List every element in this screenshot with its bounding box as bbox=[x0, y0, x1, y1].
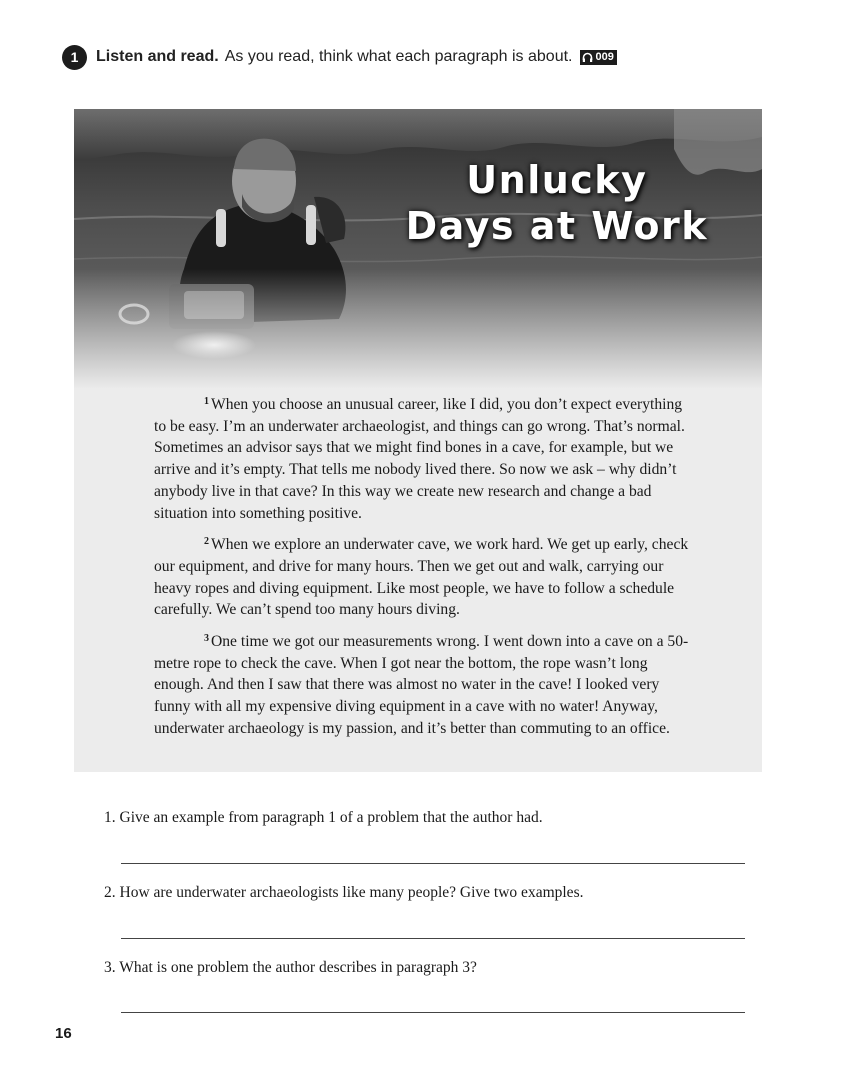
paragraph-number: 1 bbox=[204, 396, 209, 407]
question-2: 2. How are underwater archaeologists like many people? Give two examples. bbox=[104, 884, 584, 901]
audio-track-number: 009 bbox=[595, 50, 614, 63]
answer-line-1[interactable] bbox=[121, 863, 745, 864]
question-1: 1. Give an example from paragraph 1 of a problem that the author had. bbox=[104, 809, 543, 826]
page-number: 16 bbox=[55, 1025, 72, 1042]
reading-panel bbox=[74, 109, 762, 772]
article-title-line1: Unlucky bbox=[466, 158, 648, 202]
instruction-text: As you read, think what each paragraph is about. bbox=[224, 48, 573, 65]
article-paragraph bbox=[154, 628, 694, 740]
headphones-icon bbox=[582, 52, 593, 63]
exercise-instruction bbox=[62, 44, 617, 70]
paragraph-text: When we explore an underwater cave, we work hard. We get up early, check our equipment, and drive for many hours. Then we get out and walk, carrying our heavy ropes and diving equipment. Like most people, we have to follow a schedule carefully. We can’t spend too many hours diving. bbox=[154, 536, 689, 619]
article-title bbox=[406, 157, 708, 249]
paragraph-number: 3 bbox=[204, 633, 209, 645]
article-body bbox=[154, 391, 694, 747]
answer-line-2[interactable] bbox=[121, 938, 745, 939]
answer-line-3[interactable] bbox=[121, 1012, 745, 1013]
diver-photo bbox=[74, 109, 762, 389]
exercise-number-badge: 1 bbox=[62, 45, 87, 70]
instruction-bold-text: Listen and read. bbox=[96, 48, 219, 65]
audio-track-tag[interactable] bbox=[580, 50, 616, 65]
paragraph-number: 2 bbox=[204, 536, 209, 548]
article-title-line2: Days at Work bbox=[405, 204, 708, 248]
paragraph-text: One time we got our measurements wrong. I went down into a cave on a 50-metre rope to check the cave. When I got near the bottom, the rope wasn’t long enough. And then I saw that there was almost no water in the cave! I looked very funny with all my expensive diving equipment in a cave with no water! Anyway, underwater archaeology is my passion, and it’s better than commuting to an office. bbox=[154, 633, 689, 737]
paragraph-text: When you choose an unusual career, like I did, you don’t expect everything to be easy. I’m an underwater archaeologist, and things can go wrong. That’s normal. Sometimes an advisor says that we might find bones in a cave, for example, but we arrive and it’s empty. That tells me nobody lived there. So now we ask – why didn’t anybody live in that cave? In this way we create new research and change a bad situation into something positive. bbox=[154, 396, 685, 522]
article-paragraph bbox=[154, 391, 694, 524]
article-paragraph bbox=[154, 531, 694, 621]
question-3: 3. What is one problem the author describes in paragraph 3? bbox=[104, 959, 477, 976]
